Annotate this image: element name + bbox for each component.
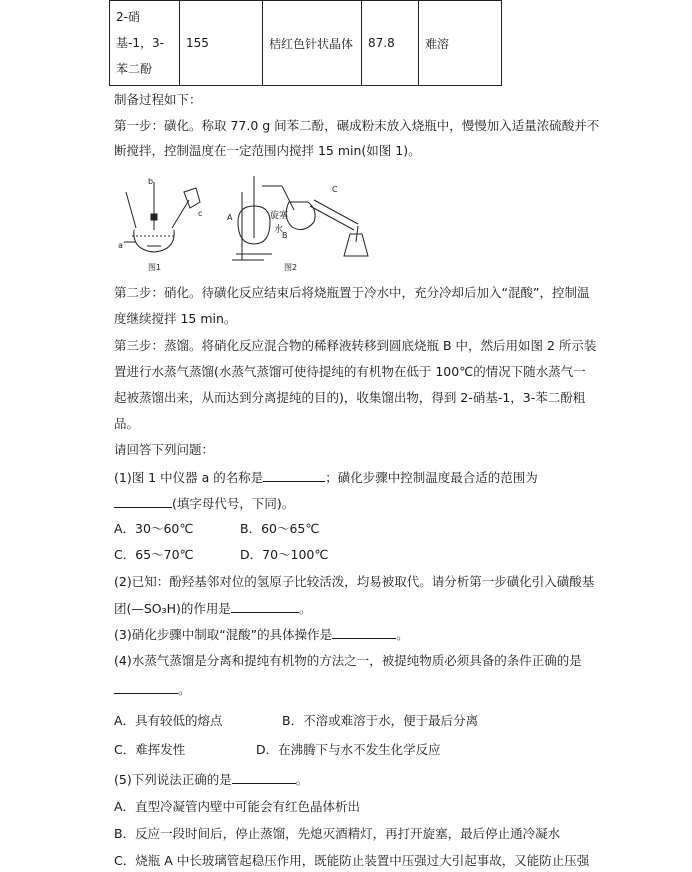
q4-option-d[interactable]: D．在沸腾下与水不发生化学反应: [256, 742, 441, 757]
question-2-line1: (2)已知：酚羟基邻对位的氢原子比较活泼，均易被取代。请分析第一步磺化引入磺酸基: [114, 574, 595, 589]
question-4-line1: (4)水蒸气蒸馏是分离和提纯有机物的方法之一，被提纯物质必须具备的条件正确的是: [114, 653, 582, 668]
question-3: (3)硝化步骤中制取“混酸”的具体操作是 。: [114, 627, 409, 642]
q1-option-a[interactable]: A．30～60℃: [114, 521, 194, 536]
label-B: B: [282, 231, 288, 240]
step2-line1: 第二步：硝化。待磺化反应结束后将烧瓶置于冷水中，充分冷却后加入“混酸”，控制温: [114, 285, 590, 300]
question-1-line2: (填字母代号，下同)。: [114, 495, 294, 512]
intro-text: 制备过程如下：: [114, 92, 202, 107]
answer-blank[interactable]: [232, 771, 296, 784]
answer-blank[interactable]: [114, 681, 178, 694]
q5-option-c[interactable]: C．烧瓶 A 中长玻璃管起稳压作用，既能防止装置中压强过大引起事故，又能防止压强: [114, 853, 590, 868]
melting-point-cell: 87.8: [362, 1, 419, 86]
q5-option-a[interactable]: A．直型冷凝管内壁中可能会有红色晶体析出: [114, 799, 361, 814]
question-4-line2: 。: [114, 681, 191, 698]
answer-blank[interactable]: [114, 495, 172, 508]
answer-blank[interactable]: [263, 469, 325, 482]
q4-option-b[interactable]: B．不溶或难溶于水，便于最后分离: [282, 713, 479, 728]
q1-option-d[interactable]: D．70～100℃: [240, 547, 329, 562]
step2-line2: 度继续搅拌 15 min。: [114, 311, 237, 326]
question-1-line1: (1)图 1 中仪器 a 的名称是 ；磺化步骤中控制温度最合适的范围为: [114, 470, 538, 485]
label-A: A: [227, 213, 233, 222]
compound-name-cell: 2-硝基-1，3-苯二酚: [110, 1, 180, 86]
question-2-line2: 团(—SO₃H)的作用是 。: [114, 601, 312, 616]
q1-option-b[interactable]: B．60～65℃: [240, 521, 320, 536]
figure1-caption: 图1: [148, 263, 162, 272]
q1-option-c[interactable]: C．65～70℃: [114, 547, 194, 562]
q4-option-c[interactable]: C．难挥发性: [114, 742, 186, 757]
properties-table: [109, 0, 502, 86]
molar-mass-cell: 155: [180, 1, 263, 86]
apparatus-figure: [114, 172, 374, 272]
label-b: b: [148, 177, 154, 186]
water-label: 水: [274, 225, 284, 235]
q4-option-a[interactable]: A．具有较低的熔点: [114, 713, 223, 728]
question-5: (5)下列说法正确的是 。: [114, 772, 309, 787]
answer-blank[interactable]: [231, 600, 299, 613]
label-C: C: [332, 185, 338, 194]
step3-line4: 品。: [114, 416, 140, 431]
step1-line2: 断搅拌，控制温度在一定范围内搅拌 15 min(如图 1)。: [114, 143, 421, 158]
figure2-caption: 图2: [284, 263, 298, 272]
step1-line1: 第一步：磺化。称取 77.0 g 间苯二酚，碾成粉末放入烧瓶中，慢慢加入适量浓硫酸并不: [114, 118, 600, 133]
label-a: a: [118, 241, 123, 250]
answer-blank[interactable]: [332, 626, 396, 639]
label-c: c: [198, 209, 203, 218]
questions-intro: 请回答下列问题：: [114, 442, 215, 457]
solubility-cell: 难溶: [419, 1, 502, 86]
q5-option-b[interactable]: B．反应一段时间后，停止蒸馏，先熄灭酒精灯，再打开旋塞，最后停止通冷凝水: [114, 826, 561, 841]
appearance-cell: 桔红色针状晶体: [263, 1, 362, 86]
table-row: [110, 1, 502, 86]
step3-line3: 起被蒸馏出来，从而达到分离提纯的目的)，收集馏出物，得到 2-硝基-1，3-苯二酚粗: [114, 390, 586, 405]
step3-line2: 置进行水蒸气蒸馏(水蒸气蒸馏可使待提纯的有机物在低于 100℃的情况下随水蒸气一: [114, 364, 586, 379]
step3-line1: 第三步：蒸馏。将硝化反应混合物的稀释液转移到圆底烧瓶 B 中，然后用如图 2 所示装: [114, 338, 597, 353]
valve-label: 旋塞: [270, 211, 289, 221]
